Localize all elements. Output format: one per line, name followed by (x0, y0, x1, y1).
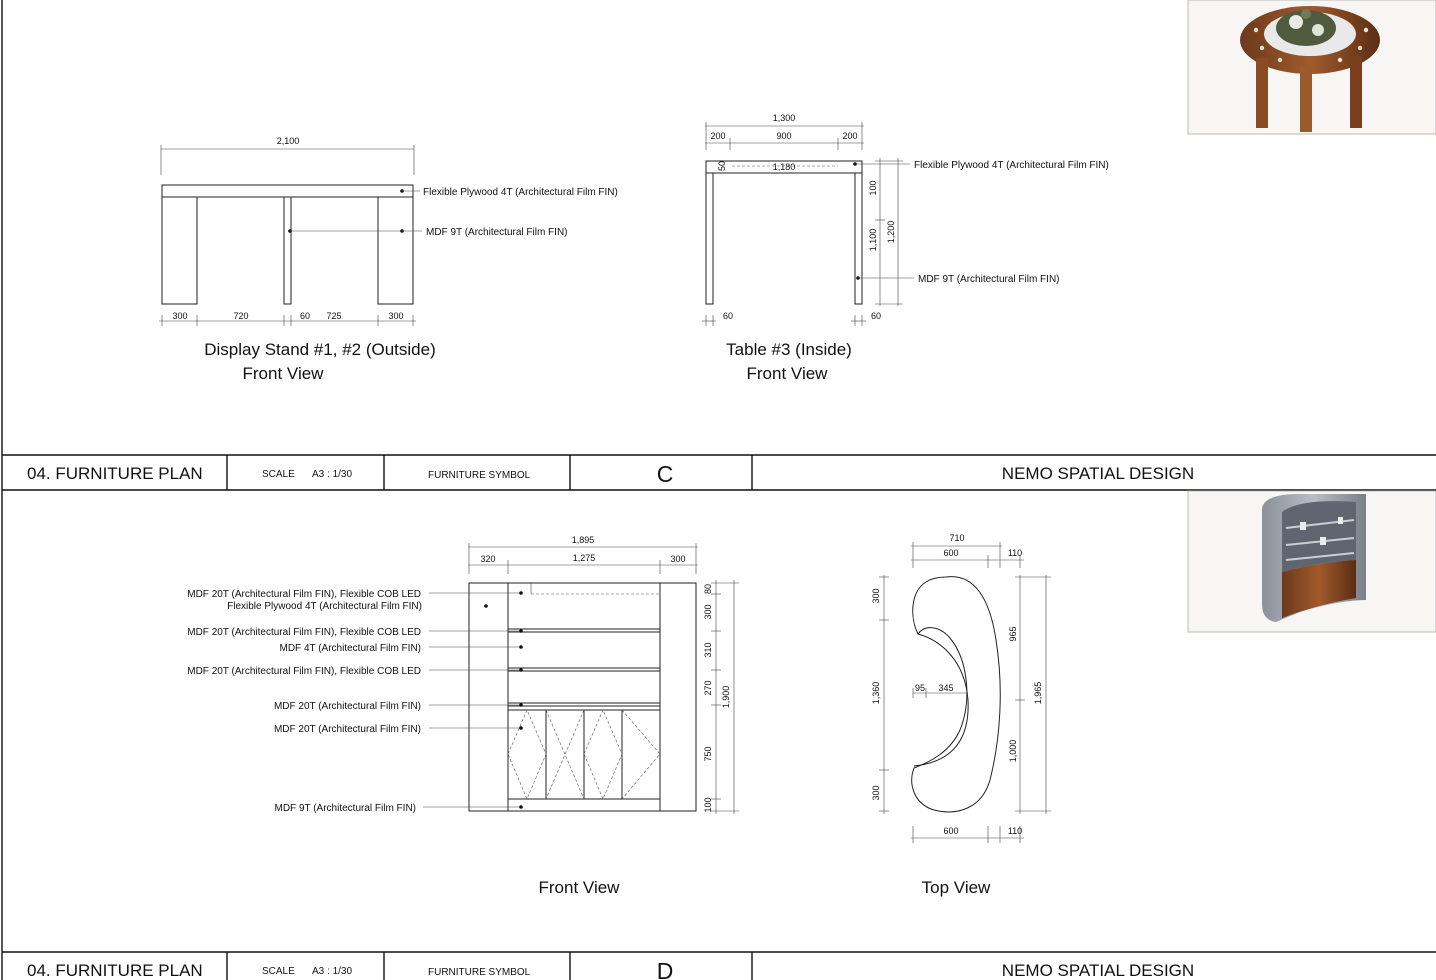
cabinet-top-dim-1: 320 (480, 554, 496, 564)
stand-overall-dim: 2,100 (276, 136, 300, 146)
sheet-d-scale-label: SCALE (262, 966, 295, 977)
sheet-c-scale-value: A3 : 1/30 (312, 469, 353, 480)
stand-dim-4: 725 (326, 311, 342, 321)
table-right-dim-2: 1,100 (868, 228, 878, 252)
top-bottom-dim-2: 110 (1007, 826, 1023, 836)
cabinet-top-caption: Top View (921, 878, 991, 897)
cabinet-note-2: Flexible Plywood 4T (Architectural Film FIN) (227, 601, 422, 612)
cabinet-right-dim-1: 80 (703, 583, 713, 595)
cabinet-right-dim-2: 300 (703, 604, 713, 620)
cabinet-right-dim-3: 310 (703, 642, 713, 658)
top-total-depth: 1,965 (1033, 681, 1043, 705)
table-top-dim-1: 200 (710, 131, 726, 141)
sheet-c-company: NEMO SPATIAL DESIGN (1001, 464, 1195, 483)
top-dim-2: 110 (1007, 548, 1023, 558)
stand-dim-1: 300 (172, 311, 188, 321)
table-right-dim-3: 1,200 (886, 220, 896, 244)
sheet-d-symbol-label: FURNITURE SYMBOL (428, 967, 531, 978)
table-top-dim-3: 200 (842, 131, 858, 141)
sheet-d-scale-value: A3 : 1/30 (312, 966, 353, 977)
top-bottom-dim-1: 600 (943, 826, 959, 836)
render-thumbnail-curved-cabinet (1188, 491, 1436, 632)
sheet-c-symbol-label: FURNITURE SYMBOL (428, 470, 531, 481)
table-right-dim-1: 100 (868, 180, 878, 196)
cabinet-right-dim-4: 270 (703, 680, 713, 696)
cabinet-note-5: MDF 20T (Architectural Film FIN), Flexible COB LED (187, 666, 421, 677)
stand-note-mid: MDF 9T (Architectural Film FIN) (426, 227, 568, 238)
cabinet-front-view (187, 535, 739, 897)
table-overall-dim: 1,300 (772, 113, 796, 123)
top-left-dim-1: 300 (871, 588, 881, 604)
cabinet-right-dim-5: 750 (703, 746, 713, 762)
sheet-c-scale-label: SCALE (262, 469, 295, 480)
cabinet-front-caption: Front View (538, 878, 620, 897)
table-front-view (702, 113, 1109, 383)
top-dim-1: 600 (943, 548, 959, 558)
cabinet-note-7: MDF 20T (Architectural Film FIN) (273, 724, 421, 735)
table-top-dim-2: 900 (776, 131, 792, 141)
table-inner-dim: 1,180 (772, 162, 796, 172)
cabinet-right-dim-6: 100 (703, 797, 713, 813)
cabinet-top-dim-3: 300 (670, 554, 686, 564)
cabinet-top-dim-2: 1,275 (572, 553, 596, 563)
title-block-d (2, 952, 1436, 980)
cabinet-top-view (871, 533, 1051, 897)
cabinet-note-4: MDF 4T (Architectural Film FIN) (279, 643, 421, 654)
sheet-d-company: NEMO SPATIAL DESIGN (1001, 961, 1195, 980)
title-block-c (2, 455, 1436, 490)
top-right-dim-2: 1,000 (1008, 739, 1018, 763)
table-top-thickness: 50 (717, 160, 727, 172)
cabinet-total-height: 1,900 (721, 685, 731, 709)
stand-caption: Display Stand #1, #2 (Outside) (204, 340, 436, 359)
top-inner-dim-1: 95 (914, 683, 926, 693)
stand-note-top: Flexible Plywood 4T (Architectural Film FIN) (423, 187, 618, 198)
top-inner-dim-2: 345 (938, 683, 954, 693)
stand-caption-view: Front View (242, 364, 324, 383)
stand-dim-5: 300 (388, 311, 404, 321)
stand-dim-3: 60 (299, 311, 311, 321)
table-note-bottom: MDF 9T (Architectural Film FIN) (918, 274, 1060, 285)
sheet-d-letter: D (656, 958, 674, 980)
top-left-dim-3: 300 (871, 785, 881, 801)
cabinet-note-6: MDF 20T (Architectural Film FIN) (273, 701, 421, 712)
cabinet-note-1: MDF 20T (Architectural Film FIN), Flexible COB LED (187, 589, 421, 600)
table-caption: Table #3 (Inside) (726, 340, 852, 359)
table-note-top: Flexible Plywood 4T (Architectural Film FIN) (914, 160, 1109, 171)
cabinet-note-3: MDF 20T (Architectural Film FIN), Flexible COB LED (187, 627, 421, 638)
top-left-dim-2: 1,360 (871, 681, 881, 705)
top-overall-dim: 710 (949, 533, 965, 543)
table-caption-view: Front View (746, 364, 828, 383)
stand-dim-2: 720 (233, 311, 249, 321)
cabinet-note-8: MDF 9T (Architectural Film FIN) (274, 803, 416, 814)
top-right-dim-1: 965 (1008, 626, 1018, 642)
sheet-c-title: 04. FURNITURE PLAN (27, 464, 203, 483)
display-stand-front-view (159, 136, 618, 383)
render-thumbnail-round-planter (1188, 0, 1436, 134)
table-bottom-dim-left: 60 (722, 311, 734, 321)
sheet-c-letter: C (656, 461, 674, 487)
table-bottom-dim-right: 60 (870, 311, 882, 321)
sheet-d-title: 04. FURNITURE PLAN (27, 961, 203, 980)
cabinet-overall-dim: 1,895 (571, 535, 595, 545)
